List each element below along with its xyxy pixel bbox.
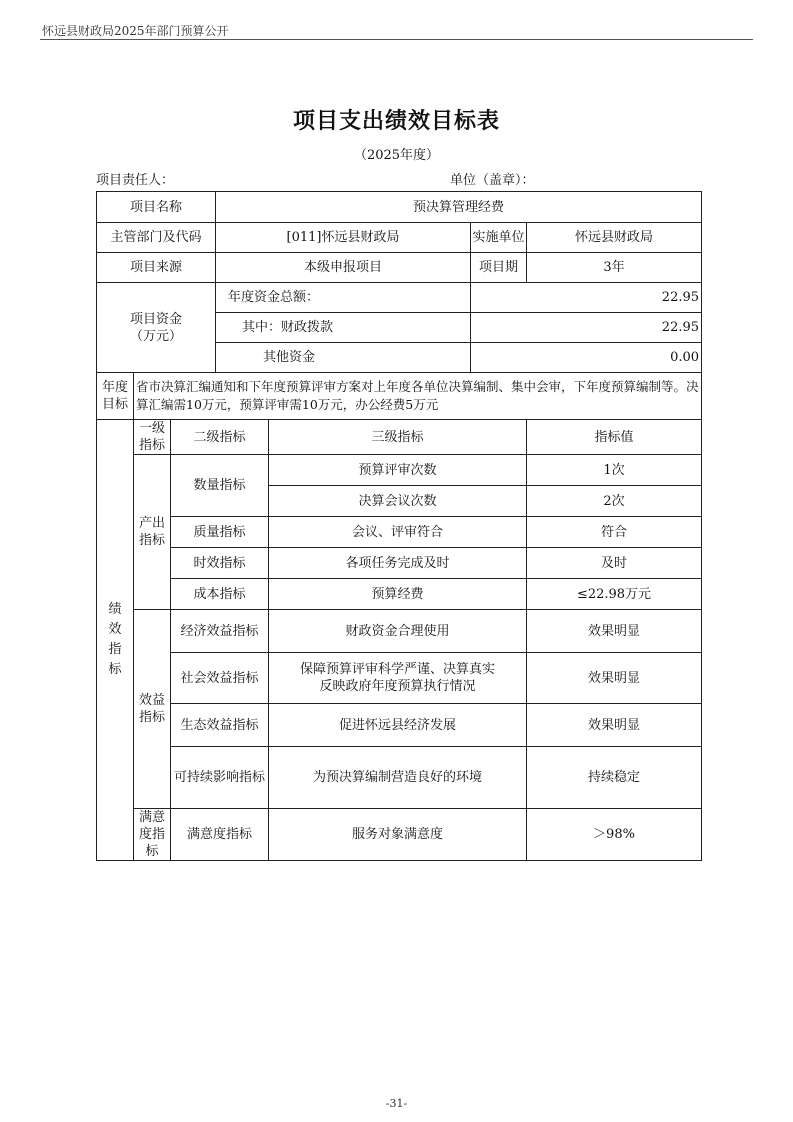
economic-benefit-name: 财政资金合理使用 — [269, 610, 527, 653]
row-benefit-social — [97, 653, 702, 704]
page-title: 项目支出绩效目标表 — [292, 108, 500, 134]
row-benefit-ecological — [97, 704, 702, 747]
quality-indicator-label: 质量指标 — [171, 517, 269, 548]
timeliness-item-name: 各项任务完成及时 — [269, 548, 527, 579]
side-char-2: 效 — [108, 622, 122, 637]
fund-label-line2: （万元） — [129, 328, 182, 344]
social-benefit-name-line1: 保障预算评审科学严谨、决算真实 — [299, 662, 495, 677]
row-output-timeliness — [97, 548, 702, 579]
satisfaction-indicator-label: 满意度指标 — [171, 809, 269, 861]
department-label: 主管部门及代码 — [97, 223, 216, 253]
total-fund-value: 22.95 — [471, 283, 702, 313]
row-source — [97, 253, 702, 283]
output-label-line1: 产出 — [138, 516, 165, 531]
finance-allocation-value: 22.95 — [471, 313, 702, 343]
level1-header-line1: 一级 — [138, 421, 165, 436]
quality-item-value: 符合 — [527, 517, 702, 548]
ecological-benefit-name: 促进怀远县经济发展 — [269, 704, 527, 747]
fiscal-year-subtitle: （2025年度） — [353, 148, 440, 163]
satisfaction-label-line2: 度指 — [138, 827, 165, 842]
page-number: -31- — [385, 1097, 408, 1110]
quantity-indicator-label: 数量指标 — [171, 455, 269, 517]
fund-label-line1: 项目资金 — [129, 311, 182, 327]
social-benefit-name — [269, 653, 527, 704]
sustainable-impact-value: 持续稳定 — [527, 747, 702, 809]
annual-goal-text: 省市决算汇编通知和下年度预算评审方案对上年度各单位决算编制、集中会审，下年度预算编制等。决算汇编需10万元，预算评审需10万元，办公经费5万元 — [134, 373, 702, 420]
satisfaction-item-value: ＞98% — [527, 809, 702, 861]
cost-item-name: 预算经费 — [269, 579, 527, 610]
quantity-item-value: 2次 — [527, 486, 702, 517]
quantity-item-name: 决算会议次数 — [269, 486, 527, 517]
row-satisfaction — [97, 809, 702, 861]
side-char-3: 指 — [108, 642, 122, 657]
other-fund-label: 其他资金 — [216, 343, 471, 373]
satisfaction-label-line1: 满意 — [138, 810, 165, 825]
annual-goal-label — [97, 373, 134, 420]
output-label-line2: 指标 — [138, 533, 165, 548]
finance-allocation-label: 其中：财政拨款 — [216, 313, 471, 343]
benefit-indicator-label — [134, 610, 171, 809]
ecological-benefit-value: 效果明显 — [527, 704, 702, 747]
project-fund-label — [97, 283, 216, 373]
department-value: [011]怀远县财政局 — [216, 223, 471, 253]
project-source-label: 项目来源 — [97, 253, 216, 283]
satisfaction-item-name: 服务对象满意度 — [269, 809, 527, 861]
cost-indicator-label: 成本指标 — [171, 579, 269, 610]
economic-benefit-value: 效果明显 — [527, 610, 702, 653]
header-divider — [40, 39, 753, 40]
timeliness-item-value: 及时 — [527, 548, 702, 579]
project-source-value: 本级申报项目 — [216, 253, 471, 283]
row-annual-goal — [97, 373, 702, 420]
row-output-cost — [97, 579, 702, 610]
output-indicator-label — [134, 455, 171, 610]
level2-header: 二级指标 — [171, 420, 269, 455]
row-output-quality — [97, 517, 702, 548]
benefit-label-line2: 指标 — [138, 710, 165, 725]
implementing-unit-value: 怀远县财政局 — [527, 223, 702, 253]
performance-target-table — [96, 191, 702, 861]
economic-benefit-label: 经济效益指标 — [171, 610, 269, 653]
benefit-label-line1: 效益 — [138, 693, 165, 708]
quality-item-name: 会议、评审符合 — [269, 517, 527, 548]
goal-label-line2: 目标 — [101, 397, 128, 412]
sustainable-impact-label: 可持续影响指标 — [171, 747, 269, 809]
row-benefit-economic — [97, 610, 702, 653]
row-benefit-sustainable — [97, 747, 702, 809]
row-fund-total — [97, 283, 702, 313]
project-period-label: 项目期 — [471, 253, 527, 283]
project-name-label: 项目名称 — [97, 192, 216, 223]
indicator-value-header: 指标值 — [527, 420, 702, 455]
responsible-person-label: 项目责任人： — [96, 173, 175, 188]
social-benefit-value: 效果明显 — [527, 653, 702, 704]
goal-label-line1: 年度 — [101, 380, 128, 395]
satisfaction-level1-label — [134, 809, 171, 861]
quantity-item-value: 1次 — [527, 455, 702, 486]
quantity-item-name: 预算评审次数 — [269, 455, 527, 486]
cost-item-value: ≤22.98万元 — [527, 579, 702, 610]
satisfaction-label-line3: 标 — [145, 844, 159, 859]
row-department — [97, 223, 702, 253]
level3-header: 三级指标 — [269, 420, 527, 455]
social-benefit-name-line2: 反映政府年度预算执行情况 — [319, 679, 476, 694]
side-char-4: 标 — [108, 662, 122, 677]
social-benefit-label: 社会效益指标 — [171, 653, 269, 704]
running-header: 怀远县财政局2025年部门预算公开 — [42, 24, 229, 38]
row-project-name — [97, 192, 702, 223]
other-fund-value: 0.00 — [471, 343, 702, 373]
implementing-unit-label: 实施单位 — [471, 223, 527, 253]
level1-header — [134, 420, 171, 455]
total-fund-label: 年度资金总额： — [216, 283, 471, 313]
side-char-1: 绩 — [108, 602, 122, 617]
project-name-value: 预决算管理经费 — [216, 192, 702, 223]
row-indicator-headers — [97, 420, 702, 455]
timeliness-indicator-label: 时效指标 — [171, 548, 269, 579]
level1-header-line2: 指标 — [138, 438, 165, 453]
row-output-quantity-1 — [97, 455, 702, 486]
sustainable-impact-name: 为预决算编制营造良好的环境 — [269, 747, 527, 809]
unit-seal-label: 单位（盖章）： — [450, 173, 535, 188]
project-period-value: 3年 — [527, 253, 702, 283]
performance-indicator-side-label — [97, 420, 134, 861]
ecological-benefit-label: 生态效益指标 — [171, 704, 269, 747]
